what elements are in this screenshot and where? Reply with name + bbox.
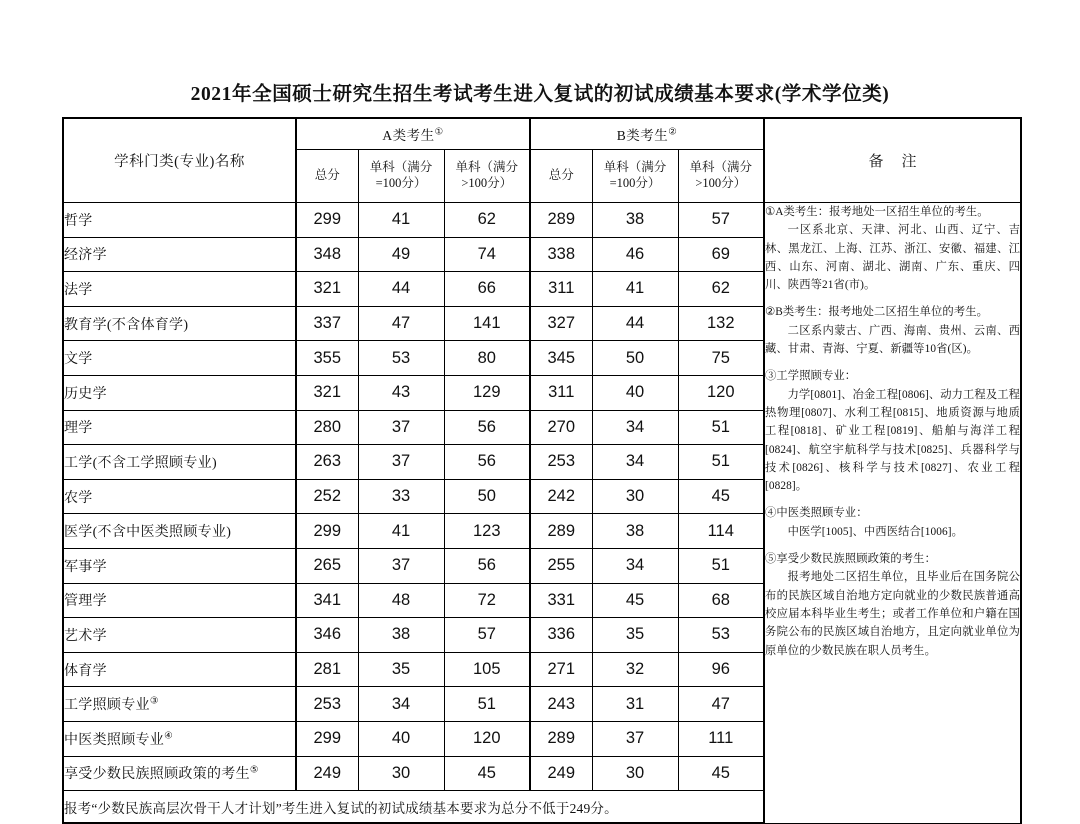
cell-b-eq100: 30 [592, 479, 678, 514]
cell-a-eq100: 34 [358, 687, 444, 722]
cell-a-total: 249 [296, 756, 358, 791]
cell-b-gt100: 62 [678, 272, 764, 307]
header-group-a: A类考生① [296, 118, 530, 150]
cell-b-total: 289 [530, 721, 592, 756]
row-label: 军事学 [63, 548, 296, 583]
cell-a-total: 341 [296, 583, 358, 618]
header-remarks-column: 备 注 [764, 118, 1021, 203]
cell-b-gt100: 53 [678, 618, 764, 653]
cell-b-gt100: 111 [678, 721, 764, 756]
row-label: 医学(不含中医类照顾专业) [63, 514, 296, 549]
cell-b-total: 253 [530, 445, 592, 480]
cell-a-eq100: 37 [358, 445, 444, 480]
cell-a-gt100: 123 [444, 514, 530, 549]
remarks-content [764, 203, 1021, 824]
cell-b-gt100: 51 [678, 548, 764, 583]
cell-b-total: 249 [530, 756, 592, 791]
header-b-total: 总分 [530, 150, 592, 203]
header-a-total: 总分 [296, 150, 358, 203]
cell-a-gt100: 105 [444, 652, 530, 687]
cell-a-total: 299 [296, 721, 358, 756]
cell-a-eq100: 49 [358, 237, 444, 272]
cell-a-total: 337 [296, 306, 358, 341]
cell-a-gt100: 74 [444, 237, 530, 272]
cell-a-eq100: 44 [358, 272, 444, 307]
header-b-single-gt100: 单科（满分 >100分） [678, 150, 764, 203]
cell-a-gt100: 120 [444, 721, 530, 756]
cell-a-eq100: 35 [358, 652, 444, 687]
cell-b-eq100: 34 [592, 548, 678, 583]
cell-a-eq100: 53 [358, 341, 444, 376]
cell-b-total: 270 [530, 410, 592, 445]
table-row [63, 203, 1021, 238]
cell-b-eq100: 44 [592, 306, 678, 341]
cell-b-gt100: 57 [678, 203, 764, 238]
cell-a-eq100: 37 [358, 410, 444, 445]
cell-b-total: 255 [530, 548, 592, 583]
cell-a-total: 299 [296, 514, 358, 549]
header-b-single-eq100: 单科（满分 =100分） [592, 150, 678, 203]
cell-a-gt100: 66 [444, 272, 530, 307]
cell-b-total: 327 [530, 306, 592, 341]
cell-a-gt100: 45 [444, 756, 530, 791]
row-label: 法学 [63, 272, 296, 307]
cell-b-eq100: 31 [592, 687, 678, 722]
cell-a-gt100: 56 [444, 445, 530, 480]
row-label: 文学 [63, 341, 296, 376]
cell-a-gt100: 56 [444, 410, 530, 445]
header-group-b: B类考生② [530, 118, 764, 150]
note-5-body: 报考地处二区招生单位，且毕业后在国务院公布的民族区域自治地方定向就业的少数民族普通高校应届本科毕业生考生；或者工作单位和户籍在国务院公布的民族区域自治地方，且定向就业单位为原单位的少数民族在职人员考生。 [765, 571, 1021, 657]
row-label: 体育学 [63, 652, 296, 687]
cell-a-total: 253 [296, 687, 358, 722]
cell-b-gt100: 75 [678, 341, 764, 376]
note-2-body: 二区系内蒙古、广西、海南、贵州、云南、西藏、甘肃、青海、宁夏、新疆等10省(区)。 [765, 324, 1021, 356]
cell-b-total: 336 [530, 618, 592, 653]
table-header-row-groups [63, 118, 1021, 150]
cell-b-gt100: 69 [678, 237, 764, 272]
cell-b-total: 311 [530, 375, 592, 410]
cell-a-eq100: 33 [358, 479, 444, 514]
note-5-head: ⑤享受少数民族照顾政策的考生： [765, 553, 936, 566]
cell-a-total: 321 [296, 272, 358, 307]
cell-b-total: 311 [530, 272, 592, 307]
cell-a-gt100: 56 [444, 548, 530, 583]
cell-a-eq100: 43 [358, 375, 444, 410]
cell-b-eq100: 34 [592, 445, 678, 480]
row-label: 享受少数民族照顾政策的考生⑤ [63, 756, 296, 791]
cell-b-gt100: 68 [678, 583, 764, 618]
cell-a-gt100: 80 [444, 341, 530, 376]
cell-b-gt100: 120 [678, 375, 764, 410]
cell-a-gt100: 57 [444, 618, 530, 653]
cell-b-gt100: 47 [678, 687, 764, 722]
cell-a-total: 348 [296, 237, 358, 272]
score-requirements-table [62, 117, 1022, 824]
cell-a-eq100: 30 [358, 756, 444, 791]
cell-b-eq100: 46 [592, 237, 678, 272]
row-label: 工学(不含工学照顾专业) [63, 445, 296, 480]
cell-a-total: 280 [296, 410, 358, 445]
header-a-single-gt100: 单科（满分 >100分） [444, 150, 530, 203]
cell-b-gt100: 132 [678, 306, 764, 341]
note-2-head: ②B类考生：报考地处二区招生单位的考生。 [765, 306, 989, 319]
cell-a-total: 265 [296, 548, 358, 583]
cell-a-total: 321 [296, 375, 358, 410]
cell-b-eq100: 35 [592, 618, 678, 653]
cell-a-total: 252 [296, 479, 358, 514]
cell-b-gt100: 45 [678, 756, 764, 791]
row-label: 理学 [63, 410, 296, 445]
row-label: 经济学 [63, 237, 296, 272]
score-requirements-table-container [62, 117, 1020, 824]
cell-b-eq100: 30 [592, 756, 678, 791]
cell-a-eq100: 38 [358, 618, 444, 653]
cell-b-eq100: 38 [592, 203, 678, 238]
cell-b-total: 271 [530, 652, 592, 687]
note-4-body: 中医学[1005]、中西医结合[1006]。 [787, 525, 964, 538]
cell-a-gt100: 62 [444, 203, 530, 238]
cell-b-eq100: 41 [592, 272, 678, 307]
cell-a-total: 281 [296, 652, 358, 687]
cell-b-eq100: 50 [592, 341, 678, 376]
cell-b-gt100: 45 [678, 479, 764, 514]
cell-a-total: 346 [296, 618, 358, 653]
header-a-single-eq100: 单科（满分 =100分） [358, 150, 444, 203]
cell-a-gt100: 72 [444, 583, 530, 618]
row-label: 历史学 [63, 375, 296, 410]
header-group-b-superscript: ② [668, 127, 678, 138]
note-3-body: 力学[0801]、冶金工程[0806]、动力工程及工程热物理[0807]、水利工程[0815]、地质资源与地质工程[0818]、矿业工程[0819]、船舶与海洋工程[0824]、航空宇航科学与技术[0825]、兵器科学与技术[0826]、核科学与技术[0827]、农业工程[0828]。 [765, 388, 1021, 493]
cell-b-total: 345 [530, 341, 592, 376]
row-label: 中医类照顾专业④ [63, 721, 296, 756]
row-label-superscript: ④ [164, 731, 173, 742]
header-subject-column: 学科门类(专业)名称 [63, 118, 296, 203]
cell-a-eq100: 48 [358, 583, 444, 618]
header-group-a-superscript: ① [434, 127, 444, 138]
row-label: 艺术学 [63, 618, 296, 653]
row-label: 农学 [63, 479, 296, 514]
cell-a-gt100: 51 [444, 687, 530, 722]
cell-a-eq100: 47 [358, 306, 444, 341]
cell-b-eq100: 40 [592, 375, 678, 410]
cell-b-total: 331 [530, 583, 592, 618]
page-title: 2021年全国硕士研究生招生考试考生进入复试的初试成绩基本要求(学术学位类) [190, 84, 890, 105]
footer-note: 报考“少数民族高层次骨干人才计划”考生进入复试的初试成绩基本要求为总分不低于249分。 [63, 791, 764, 824]
cell-b-eq100: 38 [592, 514, 678, 549]
cell-b-gt100: 96 [678, 652, 764, 687]
cell-b-total: 289 [530, 203, 592, 238]
row-label: 工学照顾专业③ [63, 687, 296, 722]
note-1-body: 一区系北京、天津、河北、山西、辽宁、吉林、黑龙江、上海、江苏、浙江、安徽、福建、江西、山东、河南、湖北、湖南、广东、重庆、四川、陕西等21省(市)。 [765, 224, 1021, 292]
cell-b-total: 338 [530, 237, 592, 272]
cell-b-eq100: 45 [592, 583, 678, 618]
cell-a-total: 355 [296, 341, 358, 376]
row-label: 教育学(不含体育学) [63, 306, 296, 341]
cell-b-total: 289 [530, 514, 592, 549]
cell-a-total: 263 [296, 445, 358, 480]
row-label-superscript: ⑤ [249, 765, 259, 776]
cell-a-total: 299 [296, 203, 358, 238]
cell-a-gt100: 50 [444, 479, 530, 514]
cell-b-gt100: 51 [678, 410, 764, 445]
cell-a-eq100: 37 [358, 548, 444, 583]
row-label: 管理学 [63, 583, 296, 618]
cell-b-eq100: 34 [592, 410, 678, 445]
note-4-head: ④中医类照顾专业： [765, 507, 868, 520]
cell-b-eq100: 32 [592, 652, 678, 687]
cell-b-eq100: 37 [592, 721, 678, 756]
note-1-head: ①A类考生：报考地处一区招生单位的考生。 [765, 206, 989, 218]
cell-a-eq100: 41 [358, 514, 444, 549]
cell-a-eq100: 41 [358, 203, 444, 238]
cell-a-gt100: 129 [444, 375, 530, 410]
cell-b-gt100: 51 [678, 445, 764, 480]
cell-b-gt100: 114 [678, 514, 764, 549]
cell-b-total: 242 [530, 479, 592, 514]
cell-a-eq100: 40 [358, 721, 444, 756]
note-3-head: ③工学照顾专业： [765, 370, 857, 383]
row-label: 哲学 [63, 203, 296, 238]
cell-a-gt100: 141 [444, 306, 530, 341]
row-label-superscript: ③ [149, 696, 159, 707]
cell-b-total: 243 [530, 687, 592, 722]
